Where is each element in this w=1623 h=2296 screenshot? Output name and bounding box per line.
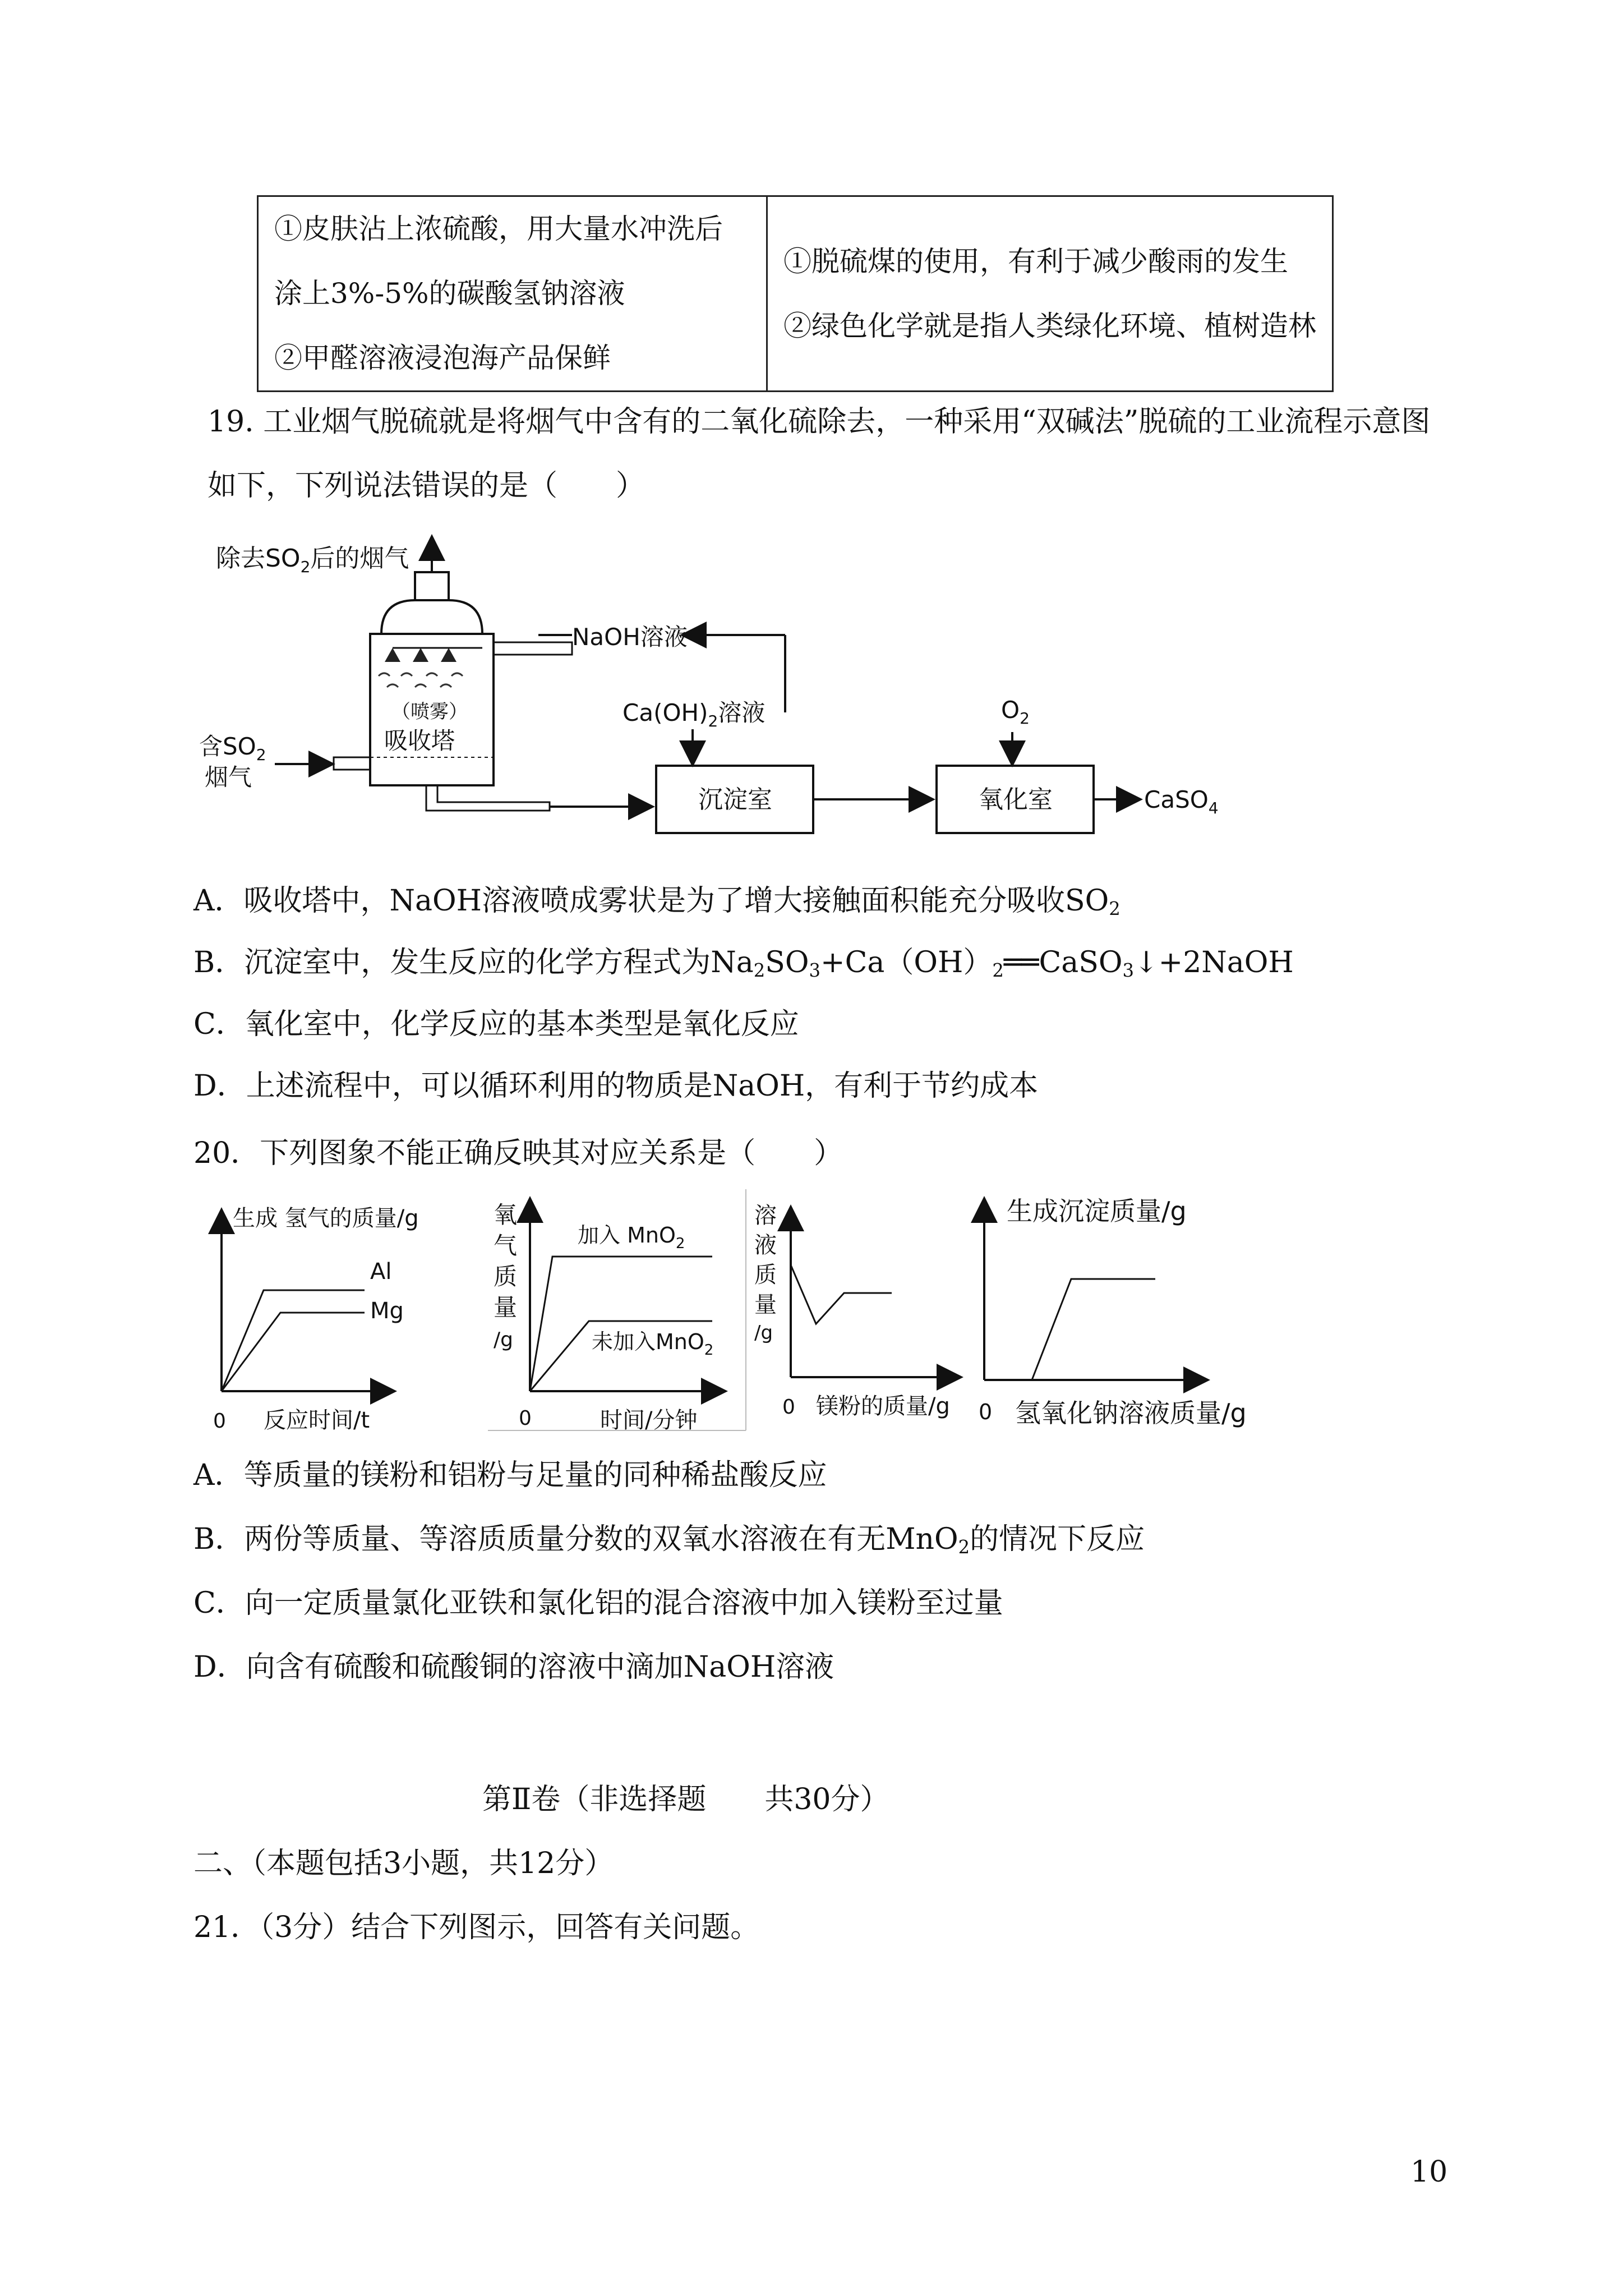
graph-2-oxygen-mass — [488, 1189, 757, 1436]
q19-option-d: D．上述流程中，可以循环利用的物质是NaOH，有利于节约成本 — [193, 1069, 1039, 1103]
graph-3-solution-mass — [751, 1192, 976, 1428]
graph-3-x-label: 镁粉的质量/g — [816, 1393, 950, 1419]
q19-stem-line-1: 19. 工业烟气脱硫就是将烟气中含有的二氧化硫除去，一种采用“双碱法”脱硫的工业流程示意图 — [208, 405, 1431, 439]
graph-3-line — [791, 1265, 892, 1324]
caoh2-label: $Ca(OH)_2$溶液 — [623, 699, 766, 730]
graph-1-hydrogen-mass — [202, 1200, 449, 1436]
table-left-cell — [258, 196, 767, 392]
page-number: 10 — [1410, 2155, 1448, 2189]
table-left-line-2: 涂上3%-5%的碳酸氢钠溶液 — [274, 277, 625, 310]
table-left-line-3: ②甲醛溶液浸泡海产品保鲜 — [274, 342, 611, 374]
table-right-line-2: ②绿色化学就是指人类绿化环境、植树造林 — [783, 309, 1316, 342]
absorption-tower — [334, 572, 572, 811]
tower-label: 吸收塔 — [384, 727, 455, 754]
q20-option-d: D．向含有硫酸和硫酸铜的溶液中滴加NaOH溶液 — [193, 1650, 834, 1684]
graph-2-y-label-3: 质 — [494, 1263, 518, 1290]
q20-option-b: B．两份等质量、等溶质质量分数的双氧水溶液在有无MnO$_2$的情况下反应 — [193, 1522, 1145, 1558]
graph-2-with-mno2-line — [530, 1257, 712, 1391]
graph-3-y-label-5: /g — [754, 1322, 773, 1344]
graph-2-with-mno2-label: 加入 MnO$_2$ — [578, 1223, 685, 1252]
graph-1-mg-line — [222, 1313, 365, 1391]
graph-1-x-label: 反应时间/t — [264, 1407, 370, 1433]
oxidation-room-label: 氧化室 — [979, 785, 1053, 814]
desulfurization-flow-diagram — [191, 527, 1256, 841]
graph-1-al-label: Al — [370, 1259, 392, 1285]
q21-stem: 21．（3分）结合下列图示，回答有关问题。 — [193, 1911, 760, 1944]
graph-2-y-label-5: /g — [494, 1328, 513, 1351]
graph-2-y-label-2: 气 — [494, 1232, 518, 1259]
q20-option-c: C．向一定质量氯化亚铁和氯化铝的混合溶液中加入镁粉至过量 — [193, 1586, 1003, 1620]
graph-4-precipitate-mass — [970, 1184, 1284, 1442]
o2-label: $O_2$ — [1001, 696, 1030, 728]
graph-3-y-label-1: 溶 — [754, 1203, 777, 1228]
graph-4-origin: 0 — [979, 1400, 993, 1424]
table-right-cell — [767, 196, 1333, 392]
q19-option-a: A．吸收塔中，NaOH溶液喷成雾状是为了增大接触面积能充分吸收$SO_2$ — [193, 884, 1121, 920]
q19-stem-line-2: 如下，下列说法错误的是（ ） — [208, 469, 645, 503]
graph-1-mg-label: Mg — [370, 1298, 404, 1324]
precipitation-room-label: 沉淀室 — [698, 785, 772, 814]
inlet-gas-label-1: 含$SO_2$ — [199, 733, 266, 764]
graph-2-y-label-4: 量 — [494, 1294, 518, 1321]
graph-3-origin: 0 — [782, 1396, 795, 1419]
graph-1-y-label: 生成 氢气的质量/g — [233, 1205, 419, 1231]
q20-stem: 20．下列图象不能正确反映其对应关系是（ ） — [193, 1137, 843, 1170]
graph-2-origin: 0 — [519, 1407, 532, 1430]
graph-2-x-label: 时间/分钟 — [600, 1407, 698, 1433]
table-right-line-1: ①脱硫煤的使用，有利于减少酸雨的发生 — [783, 245, 1288, 278]
table-left-line-1: ①皮肤沾上浓硫酸，用大量水冲洗后 — [274, 213, 723, 245]
caso4-product-label: CaSO$_4$ — [1144, 786, 1219, 817]
graph-4-y-label: 生成沉淀质量/g — [1007, 1196, 1187, 1226]
graph-3-y-label-4: 量 — [754, 1292, 777, 1318]
spray-label: （喷雾） — [391, 701, 468, 723]
graph-3-y-label-2: 液 — [754, 1232, 777, 1258]
q19-option-b: B．沉淀室中，发生反应的化学方程式为$Na_2SO_3+Ca(OH)_2══CaSO_3↓+2NaOH$ — [193, 946, 1294, 982]
graph-2-without-mno2-label: 未加入MnO$_2$ — [592, 1329, 714, 1359]
section-ii-title: 第Ⅱ卷（非选择题 共30分） — [482, 1783, 889, 1816]
part-two-heading: 二、（本题包括3小题，共12分） — [193, 1847, 614, 1880]
graph-4-line — [984, 1279, 1155, 1380]
graph-3-y-label-3: 质 — [754, 1262, 777, 1288]
graph-2-y-label-1: 氧 — [494, 1201, 518, 1228]
inlet-gas-label-2: 烟气 — [205, 763, 252, 791]
q19-option-c: C．氧化室中，化学反应的基本类型是氧化反应 — [193, 1007, 799, 1041]
graph-4-x-label: 氢氧化钠溶液质量/g — [1015, 1398, 1247, 1428]
graph-1-al-line — [222, 1290, 365, 1391]
q20-option-a: A．等质量的镁粉和铝粉与足量的同种稀盐酸反应 — [193, 1458, 827, 1492]
naoh-label: NaOH溶液 — [572, 623, 688, 651]
outlet-gas-label: 除去$SO_2$后的烟气 — [216, 544, 409, 576]
graph-1-origin: 0 — [213, 1410, 226, 1433]
knowledge-table — [257, 195, 1334, 392]
